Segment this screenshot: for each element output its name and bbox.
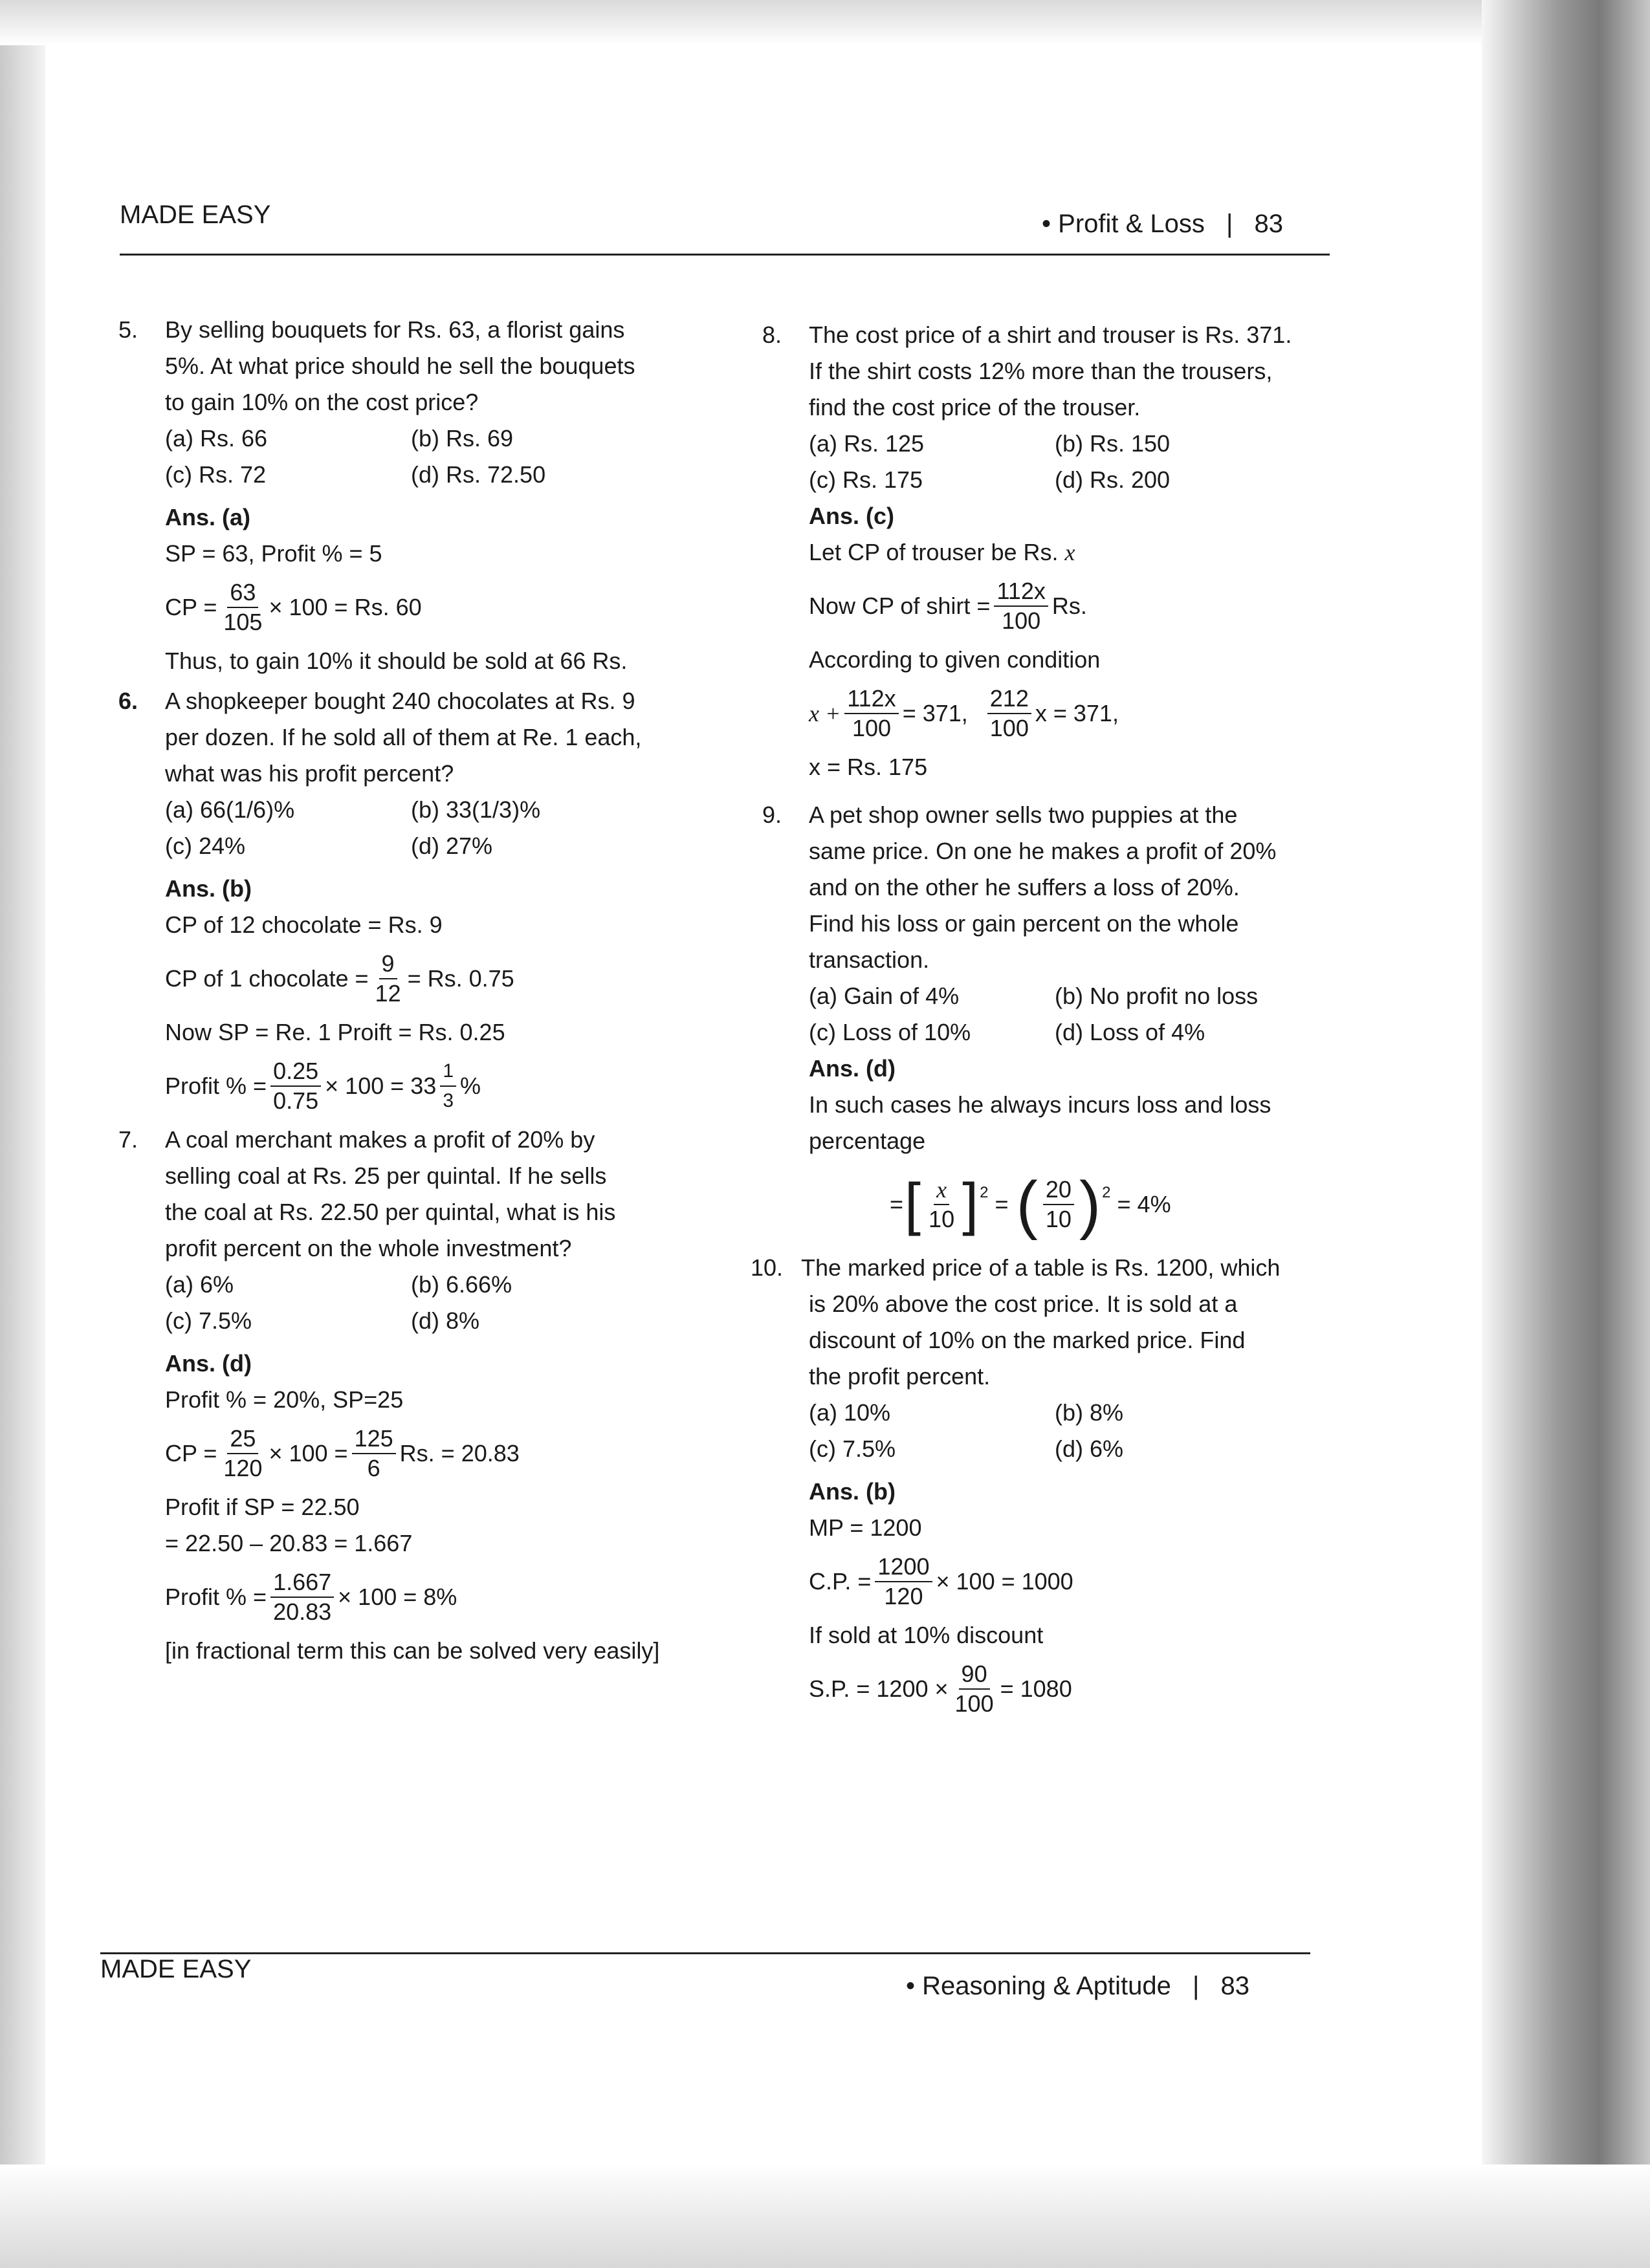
question-text-line: per dozen. If he sold all of them at Re. 1 each, xyxy=(165,724,642,750)
option-b: (b) 8% xyxy=(1055,1399,1124,1426)
option-d: (d) Rs. 72.50 xyxy=(411,461,546,488)
equation xyxy=(165,1568,702,1626)
question-text-line: find the cost price of the trouser. xyxy=(809,394,1141,420)
equation xyxy=(809,577,1359,635)
options-grid xyxy=(165,792,702,864)
solution-line: percentage xyxy=(809,1128,926,1154)
equation-rhs: = 4% xyxy=(1117,1191,1171,1217)
equation xyxy=(809,1660,1359,1718)
fraction-numerator: 1200 xyxy=(875,1553,932,1582)
fraction-denominator: 120 xyxy=(884,1583,923,1609)
equation-rhs: x = 371, xyxy=(1035,700,1119,726)
header-rule xyxy=(120,254,1330,256)
question-text-line: A shopkeeper bought 240 chocolates at Rs. 9 xyxy=(165,688,635,714)
right-column xyxy=(751,317,1359,1725)
option-d: (d) Rs. 200 xyxy=(1055,466,1171,493)
question-8 xyxy=(762,317,1359,785)
equation-middle: = 371, xyxy=(902,700,968,726)
equation-rhs: = Rs. 0.75 xyxy=(407,965,514,992)
options-grid xyxy=(165,1267,702,1339)
equation-rhs: Rs. = 20.83 xyxy=(399,1440,520,1467)
equation xyxy=(165,950,702,1008)
option-d: (d) 6% xyxy=(1055,1435,1124,1462)
answer-label: Ans. (b) xyxy=(165,875,252,902)
header-page-number: 83 xyxy=(1254,210,1284,238)
option-b: (b) Rs. 69 xyxy=(411,425,514,452)
fraction xyxy=(994,577,1048,635)
footer-separator: | xyxy=(1193,1972,1200,2000)
option-c: (c) Rs. 175 xyxy=(809,466,923,493)
question-text-line: the coal at Rs. 22.50 per quintal, what is his xyxy=(165,1199,616,1225)
question-number: 6. xyxy=(118,688,138,714)
answer-label: Ans. (a) xyxy=(165,504,251,530)
fraction-denominator: 20.83 xyxy=(273,1598,332,1625)
right-paren-glyph: ) xyxy=(1079,1168,1101,1241)
fraction-denominator: 100 xyxy=(1002,607,1041,634)
option-a: (a) Gain of 4% xyxy=(809,983,960,1009)
equation-rhs: × 100 = Rs. 60 xyxy=(269,594,422,620)
exponent: 2 xyxy=(1102,1184,1111,1201)
question-text-line: The marked price of a table is Rs. 1200, which xyxy=(801,1254,1281,1281)
fraction-denominator: 120 xyxy=(223,1455,263,1481)
option-c: (c) Loss of 10% xyxy=(809,1019,971,1045)
fraction-numerator: 25 xyxy=(227,1424,258,1454)
solution-line: Now SP = Re. 1 Proift = Rs. 0.25 xyxy=(165,1019,505,1045)
fraction-numerator: x xyxy=(934,1175,949,1205)
solution-line xyxy=(809,534,1359,571)
question-text-line: is 20% above the cost price. It is sold at a xyxy=(809,1291,1238,1317)
question-text-line: Find his loss or gain percent on the whole xyxy=(809,910,1239,937)
fraction xyxy=(952,1660,996,1718)
question-text-line: The cost price of a shirt and trouser is Rs. 371. xyxy=(809,322,1292,348)
question-text-line: If the shirt costs 12% more than the trousers, xyxy=(809,358,1273,384)
option-c: (c) 7.5% xyxy=(809,1435,896,1462)
option-a: (a) Rs. 125 xyxy=(809,430,925,457)
equation-lhs: CP = xyxy=(165,1440,217,1467)
left-column xyxy=(118,312,702,1669)
fraction xyxy=(440,1057,456,1115)
fraction-numerator: 0.25 xyxy=(270,1057,321,1087)
option-d: (d) 8% xyxy=(411,1307,480,1334)
option-c: (c) Rs. 72 xyxy=(165,461,267,488)
question-text-line: discount of 10% on the marked price. Find xyxy=(809,1327,1246,1353)
equation-lhs: Profit % = xyxy=(165,1073,267,1099)
answer-label: Ans. (b) xyxy=(809,1478,896,1505)
options-grid xyxy=(165,420,702,493)
fraction xyxy=(875,1553,932,1611)
equation-rhs: = 1080 xyxy=(1000,1675,1072,1702)
exponent: 2 xyxy=(980,1184,989,1201)
question-text-line: profit percent on the whole investment? xyxy=(165,1235,572,1261)
scan-shadow-bottom xyxy=(0,2164,1650,2268)
fraction xyxy=(221,578,265,637)
option-b: (b) 33(1/3)% xyxy=(411,796,541,823)
solution-text: Let CP of trouser be Rs. xyxy=(809,539,1059,565)
variable: x xyxy=(1064,540,1075,565)
answer-label: Ans. (d) xyxy=(809,1055,896,1082)
header-section-title: Profit & Loss xyxy=(1058,210,1205,238)
fraction xyxy=(926,1175,957,1234)
question-text-line: transaction. xyxy=(809,946,930,973)
equation-lhs: CP = xyxy=(165,594,217,620)
option-a: (a) 66(1/6)% xyxy=(165,796,295,823)
solution-line: = 22.50 – 20.83 = 1.667 xyxy=(165,1530,413,1556)
fraction-denominator: 10 xyxy=(1045,1206,1072,1232)
equation xyxy=(165,578,702,637)
footer-page-number: 83 xyxy=(1220,1972,1250,2000)
question-number: 10. xyxy=(751,1254,784,1281)
equation-rhs: % xyxy=(460,1073,481,1099)
option-d: (d) Loss of 4% xyxy=(1055,1019,1205,1045)
fraction xyxy=(1043,1175,1074,1234)
question-number: 9. xyxy=(762,801,782,828)
solution-line: x = Rs. 175 xyxy=(809,754,928,780)
fraction xyxy=(221,1424,265,1483)
question-number: 7. xyxy=(118,1126,138,1153)
solution-line: SP = 63, Profit % = 5 xyxy=(165,540,382,567)
equation-lhs: Profit % = xyxy=(165,1584,267,1610)
option-a: (a) 6% xyxy=(165,1271,234,1298)
header-section xyxy=(1042,210,1283,239)
solution-line: In such cases he always incurs loss and loss xyxy=(809,1091,1271,1118)
scan-shadow-top xyxy=(0,0,1650,45)
equation-lhs: C.P. = xyxy=(809,1568,872,1595)
option-c: (c) 24% xyxy=(165,833,246,859)
option-a: (a) Rs. 66 xyxy=(165,425,268,452)
equation-lhs: CP of 1 chocolate = xyxy=(165,965,369,992)
option-a: (a) 10% xyxy=(809,1399,891,1426)
fraction-numerator: 1.667 xyxy=(270,1568,334,1598)
equation-lhs: Now CP of shirt = xyxy=(809,593,991,619)
header-separator: | xyxy=(1226,210,1233,238)
solution-line: Thus, to gain 10% it should be sold at 66 Rs. xyxy=(165,648,628,674)
fraction xyxy=(270,1568,334,1626)
fraction-numerator: 20 xyxy=(1043,1175,1074,1205)
fraction-denominator: 100 xyxy=(989,715,1029,741)
equation-rhs: × 100 = 8% xyxy=(338,1584,457,1610)
solution-note: [in fractional term this can be solved very easily] xyxy=(165,1637,660,1664)
question-text-line: 5%. At what price should he sell the bouquets xyxy=(165,353,635,379)
left-paren-glyph: ( xyxy=(1016,1168,1038,1241)
footer-section xyxy=(906,1972,1249,2001)
header-bullet: • xyxy=(1042,210,1051,238)
option-b: (b) No profit no loss xyxy=(1055,983,1259,1009)
question-text-line: and on the other he suffers a loss of 20%. xyxy=(809,874,1240,900)
question-text-line: what was his profit percent? xyxy=(165,760,454,787)
option-d: (d) 27% xyxy=(411,833,493,859)
question-text-line: to gain 10% on the cost price? xyxy=(165,389,479,415)
question-6 xyxy=(118,683,702,1115)
fraction-denominator: 3 xyxy=(443,1090,454,1111)
fraction-numerator: 212 xyxy=(987,684,1031,714)
equation-middle: × 100 = xyxy=(269,1440,348,1467)
answer-label: Ans. (d) xyxy=(165,1350,252,1377)
question-number: 8. xyxy=(762,322,782,348)
solution-line: Profit if SP = 22.50 xyxy=(165,1494,360,1520)
question-text-line: same price. On one he makes a profit of 20% xyxy=(809,838,1277,864)
equation xyxy=(890,1168,1359,1241)
options-grid xyxy=(809,978,1359,1051)
equation-lhs: x + xyxy=(809,701,841,726)
solution-line: Profit % = 20%, SP=25 xyxy=(165,1386,404,1413)
fraction xyxy=(987,684,1031,743)
question-5 xyxy=(118,312,702,679)
solution-line: MP = 1200 xyxy=(809,1514,922,1541)
solution-line: According to given condition xyxy=(809,646,1101,673)
fraction-denominator: 6 xyxy=(367,1455,380,1481)
equation xyxy=(165,1424,702,1483)
equation-lhs: = xyxy=(890,1191,904,1217)
equation xyxy=(165,1057,702,1115)
question-10 xyxy=(751,1250,1359,1718)
equation-lhs: S.P. = 1200 × xyxy=(809,1675,949,1702)
right-bracket-glyph: ] xyxy=(962,1172,979,1237)
fraction-denominator: 105 xyxy=(223,609,263,635)
left-bracket-glyph: [ xyxy=(905,1172,921,1237)
footer-section-title: Reasoning & Aptitude xyxy=(922,1972,1171,2000)
footer-bullet: • xyxy=(906,1972,916,2000)
equation-middle: × 100 = 33 xyxy=(325,1073,437,1099)
question-text-line: A pet shop owner sells two puppies at the xyxy=(809,801,1238,828)
option-b: (b) 6.66% xyxy=(411,1271,512,1298)
options-grid xyxy=(809,426,1359,498)
fraction xyxy=(352,1424,396,1483)
question-9 xyxy=(762,797,1359,1241)
fraction-denominator: 10 xyxy=(929,1206,955,1232)
fraction-numerator: 1 xyxy=(440,1057,456,1087)
fraction-numerator: 112x xyxy=(994,577,1048,607)
footer-brand: MADE EASY xyxy=(100,1955,252,1983)
equation-rhs: Rs. xyxy=(1051,593,1087,619)
fraction-numerator: 112x xyxy=(844,684,898,714)
question-7 xyxy=(118,1122,702,1669)
option-b: (b) Rs. 150 xyxy=(1055,430,1171,457)
option-c: (c) 7.5% xyxy=(165,1307,252,1334)
fraction-numerator: 63 xyxy=(227,578,258,608)
equation-equals: = xyxy=(995,1191,1009,1217)
fraction-numerator: 90 xyxy=(959,1660,990,1690)
fraction-denominator: 100 xyxy=(852,715,892,741)
equation-rhs: × 100 = 1000 xyxy=(936,1568,1073,1595)
options-grid xyxy=(809,1395,1359,1467)
scan-shadow-left xyxy=(0,0,45,2268)
question-text-line: the profit percent. xyxy=(809,1363,991,1390)
question-number: 5. xyxy=(118,316,138,343)
fraction xyxy=(373,950,404,1008)
fraction xyxy=(270,1057,321,1115)
fraction xyxy=(844,684,898,743)
footer-rule xyxy=(100,1952,1310,1954)
fraction-denominator: 100 xyxy=(954,1690,994,1717)
solution-line: CP of 12 chocolate = Rs. 9 xyxy=(165,911,443,938)
question-text-line: By selling bouquets for Rs. 63, a florist gains xyxy=(165,316,625,343)
fraction-denominator: 12 xyxy=(375,980,401,1007)
fraction-denominator: 0.75 xyxy=(273,1087,319,1114)
fraction-numerator: 9 xyxy=(379,950,397,979)
fraction-numerator: 125 xyxy=(352,1424,396,1454)
answer-label: Ans. (c) xyxy=(809,503,895,529)
question-text-line: selling coal at Rs. 25 per quintal. If he sells xyxy=(165,1162,607,1189)
header-brand: MADE EASY xyxy=(120,201,271,229)
question-text-line: A coal merchant makes a profit of 20% by xyxy=(165,1126,595,1153)
solution-line: If sold at 10% discount xyxy=(809,1622,1044,1648)
book-spine-shadow xyxy=(1482,0,1650,2268)
equation xyxy=(809,684,1359,743)
equation xyxy=(809,1553,1359,1611)
